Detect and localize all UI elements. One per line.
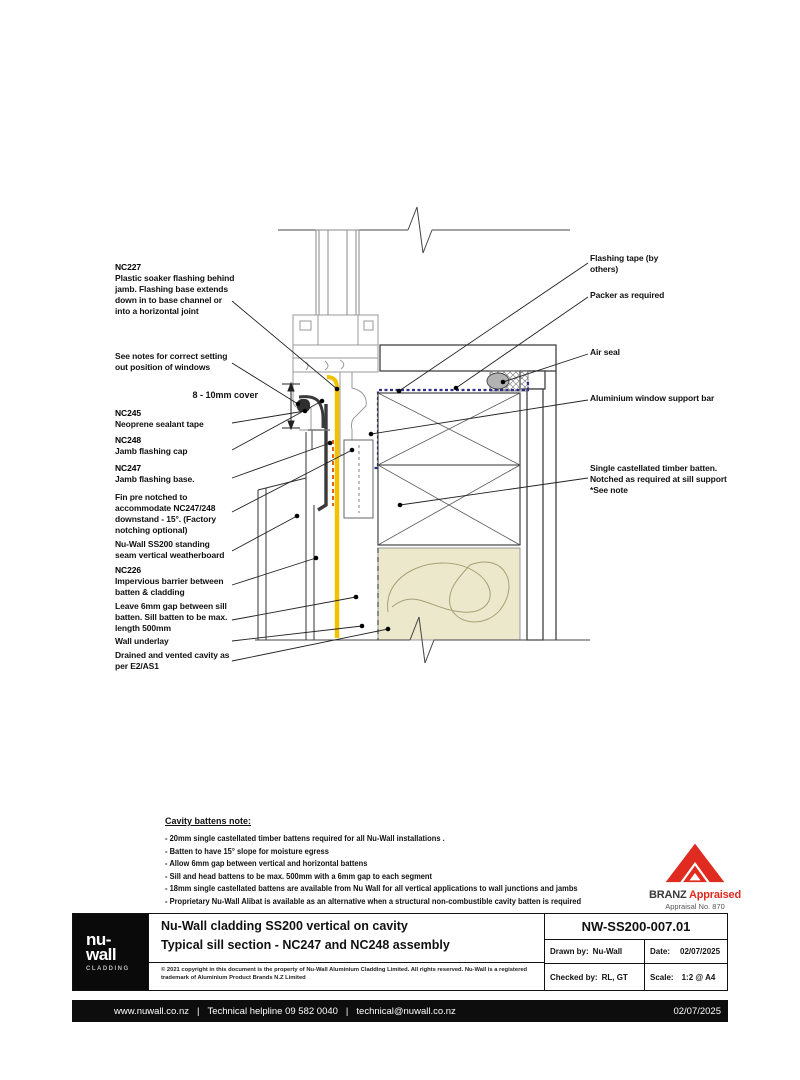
footer-email: technical@nuwall.co.nz [356,1005,456,1017]
label-code-nc245: NC245 [115,408,141,418]
label-ss200-weatherboard: Nu-Wall SS200 standing seam vertical weatherboard [115,539,225,560]
label-6mm-gap: Leave 6mm gap between sill batten. Sill batten to be max. length 500mm [115,601,228,633]
label-packer: Packer as required [590,290,665,300]
label-support-bar: Aluminium window support bar [590,393,715,403]
checked-by-value: RL, GT [601,972,628,982]
date-value: 02/07/2025 [680,947,721,956]
label-nc247: Jamb flashing base. [115,474,195,484]
label-nc226: Impervious barrier between batten & cladding [115,576,224,597]
plastic-soaker-flashing [327,377,337,638]
branz-appraisal-number: Appraisal No. 870 [665,902,725,911]
label-fin-notched: Fin pre notched to accommodate NC247/248 downstand - 15°. (Factory notching optional) [115,492,217,535]
title-block [72,913,728,991]
logo-sub: CLADDING [86,966,130,972]
label-flashing-tape: Flashing tape (by others) [590,253,659,274]
label-code-nc247: NC247 [115,463,141,473]
footer-bar [72,1000,728,1022]
insulation [378,548,520,640]
label-castellated-batten: Single castellated timber batten. Notched as required at sill support *See note [590,463,727,495]
nuwall-logo [73,914,148,990]
note-item: - Allow 6mm gap between vertical and horizontal battens [165,859,368,868]
branz-status: Appraised [688,889,741,901]
note-item: - Proprietary Nu-Wall Alibat is available as an alternative when a structural non-combustible cavity batten is required [165,896,582,906]
drawn-date-row [545,940,727,964]
window-support-bar [527,389,543,640]
checked-by-cell [545,964,644,990]
branz-appraised-mark [643,840,747,911]
title-block-middle [148,914,545,990]
branz-logo-icon [663,840,727,884]
drawing-title: Nu-Wall cladding SS200 vertical on cavity [161,919,408,933]
air-seal-detail [487,371,528,391]
drawing-number: NW-SS200-007.01 [545,914,727,940]
label-code-nc227: NC227 [115,262,141,272]
footer-website: www.nuwall.co.nz [114,1005,189,1017]
title-block-right [545,914,727,990]
label-see-notes: See notes for correct setting out position of windows [115,351,228,372]
footer-separator: | [345,1005,349,1017]
footer-date: 02/07/2025 [673,1005,721,1017]
label-cover-dimension: 8 - 10mm cover [192,390,258,400]
label-air-seal: Air seal [590,347,620,357]
logo-line1: nu- [86,930,111,949]
copyright-text: © 2021 copyright in this document is the property of Nu-Wall Aluminium Cladding Limited. All rights reserved. Nu-Wall is a registered trademark of Aluminium Product Brands N.Z Limited [161,967,528,982]
drawn-by-label: Drawn by: [550,947,589,956]
scale-cell [644,964,727,990]
label-code-nc226: NC226 [115,565,141,575]
timber-framing [378,393,520,545]
scale-label: Scale: [650,972,674,982]
note-item: - 18mm single castellated battens are available from Nu Wall for all vertical applications to wall junctions and jambs [165,884,578,893]
title-block-titles [149,914,544,963]
branz-label [643,889,747,901]
label-wall-underlay: Wall underlay [115,636,169,646]
checked-by-label: Checked by: [550,972,598,982]
footer-separator: | [196,1005,200,1017]
note-item: - 20mm single castellated timber battens required for all Nu-Wall installations . [165,834,445,843]
cavity-battens-note [165,816,645,907]
drawn-by-value: Nu-Wall [592,947,623,956]
label-nc248: Jamb flashing cap [115,446,188,456]
note-item: - Batten to have 15° slope for moisture egress [165,846,329,856]
label-nc245: Neoprene sealant tape [115,419,204,429]
note-heading: Cavity battens note: [165,816,252,826]
label-code-nc248: NC248 [115,435,141,445]
interior-board [380,345,556,371]
note-item: - Sill and head battens to be max. 500mm with a 6mm gap to each segment [165,871,433,881]
date-label: Date: [650,947,671,956]
footer-helpline: Technical helpline 09 582 0040 [207,1005,338,1017]
checked-scale-row [545,964,727,990]
drawn-by-cell [545,940,644,963]
scale-value: 1:2 @ A4 [681,972,716,982]
label-nc227: Plastic soaker flashing behind jamb. Flashing base extends down in to base channel or into a horizontal joint [115,273,235,316]
label-drained-cavity: Drained and vented cavity as per E2/AS1 [115,650,230,671]
footer-contact [114,1006,456,1017]
date-cell [644,940,727,963]
logo-line2: wall [86,945,117,964]
cladding-lines [258,432,373,640]
drawing-subtitle: Typical sill section - NC247 and NC248 assembly [161,938,450,952]
branz-name: BRANZ [649,889,687,901]
